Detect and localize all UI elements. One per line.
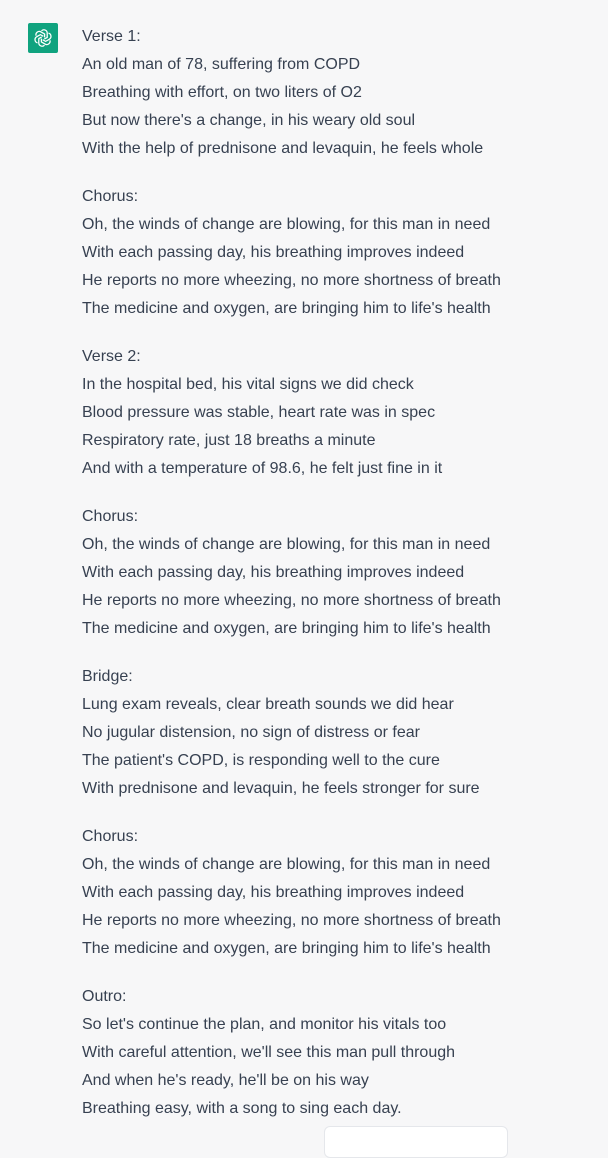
lyric-line: Oh, the winds of change are blowing, for this man in need <box>82 216 491 233</box>
lyric-line: And when he's ready, he'll be on his way <box>82 1072 369 1089</box>
song-section-outro <box>82 983 582 1123</box>
section-heading: Chorus: <box>82 508 139 525</box>
assistant-avatar <box>28 23 58 53</box>
section-heading: Chorus: <box>82 828 139 845</box>
lyric-line: With each passing day, his breathing improves indeed <box>82 244 465 261</box>
section-heading: Outro: <box>82 988 127 1005</box>
lyric-line: Lung exam reveals, clear breath sounds we did hear <box>82 696 454 713</box>
lyric-line: With each passing day, his breathing improves indeed <box>82 884 465 901</box>
lyric-line: The patient's COPD, is responding well to the cure <box>82 752 440 769</box>
lyric-line: He reports no more wheezing, no more shortness of breath <box>82 912 501 929</box>
section-heading: Verse 1: <box>82 28 141 45</box>
lyric-line: And with a temperature of 98.6, he felt just fine in it <box>82 460 443 477</box>
song-section-verse-1 <box>82 23 582 163</box>
song-section-chorus-3 <box>82 823 582 963</box>
lyric-line: Respiratory rate, just 18 breaths a minute <box>82 432 376 449</box>
song-section-chorus-1 <box>82 183 582 323</box>
lyric-line: No jugular distension, no sign of distress or fear <box>82 724 420 741</box>
song-section-bridge <box>82 663 582 803</box>
lyric-line: Oh, the winds of change are blowing, for this man in need <box>82 856 491 873</box>
lyric-line: Oh, the winds of change are blowing, for this man in need <box>82 536 491 553</box>
lyric-line: Blood pressure was stable, heart rate was in spec <box>82 404 436 421</box>
section-heading: Bridge: <box>82 668 133 685</box>
lyric-line: With the help of prednisone and levaquin, he feels whole <box>82 140 484 157</box>
lyric-line: Breathing with effort, on two liters of O2 <box>82 84 362 101</box>
lyric-line: He reports no more wheezing, no more shortness of breath <box>82 592 501 609</box>
section-heading: Chorus: <box>82 188 139 205</box>
lyric-line: With each passing day, his breathing improves indeed <box>82 564 465 581</box>
openai-logo-icon <box>32 27 54 49</box>
section-heading: Verse 2: <box>82 348 141 365</box>
lyric-line: With prednisone and levaquin, he feels stronger for sure <box>82 780 480 797</box>
lyric-line: So let's continue the plan, and monitor his vitals too <box>82 1016 447 1033</box>
lyric-line: The medicine and oxygen, are bringing him to life's health <box>82 300 491 317</box>
lyric-line: With careful attention, we'll see this man pull through <box>82 1044 456 1061</box>
lyric-line: The medicine and oxygen, are bringing him to life's health <box>82 940 491 957</box>
song-section-verse-2 <box>82 343 582 483</box>
lyric-line: An old man of 78, suffering from COPD <box>82 56 361 73</box>
message-content <box>82 23 582 1143</box>
lyric-line: In the hospital bed, his vital signs we did check <box>82 376 414 393</box>
song-section-chorus-2 <box>82 503 582 643</box>
lyric-line: But now there's a change, in his weary old soul <box>82 112 416 129</box>
lyric-line: He reports no more wheezing, no more shortness of breath <box>82 272 501 289</box>
lyric-line: The medicine and oxygen, are bringing him to life's health <box>82 620 491 637</box>
lyric-line: Breathing easy, with a song to sing each day. <box>82 1100 402 1117</box>
regenerate-button-edge[interactable] <box>324 1126 508 1158</box>
